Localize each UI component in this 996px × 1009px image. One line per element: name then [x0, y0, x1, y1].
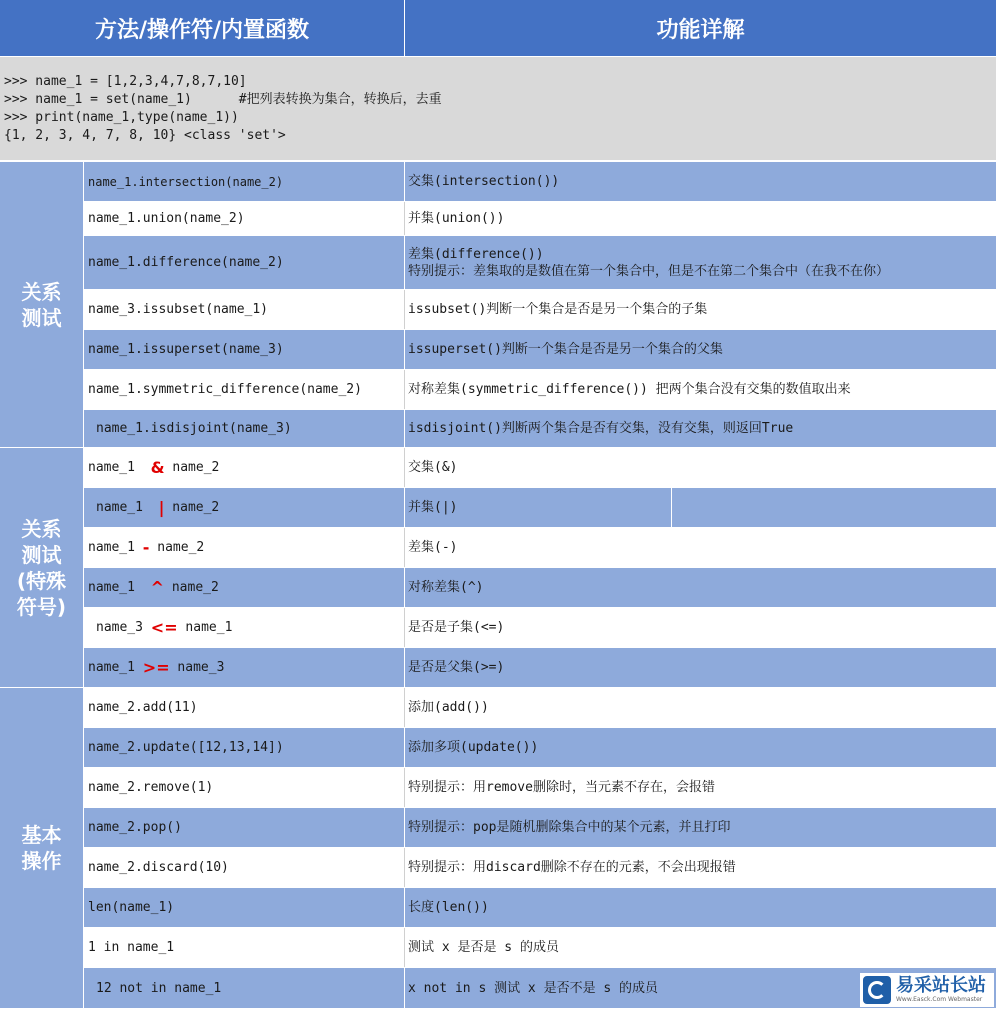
method-cell: name_1 & name_2 — [84, 448, 405, 487]
description-cell: isdisjoint()判断两个集合是否有交集，没有交集，则返回True — [408, 421, 794, 436]
table-row — [84, 290, 996, 330]
header-description-column: 功能详解 — [656, 17, 745, 43]
description-cell: 差集(difference()) 特别提示：差集取的是数值在第一个集合中，但是不在第二个集合中（在我不在你） — [408, 246, 890, 279]
method-cell: name_1.intersection(name_2) — [84, 162, 405, 201]
method-cell: 12 not in name_1 — [84, 968, 405, 1008]
description-cell: 是否是父集(>=) — [408, 660, 505, 675]
description-cell: 差集(-) — [408, 540, 458, 555]
method-cell: name_1.difference(name_2) — [84, 236, 405, 289]
group-basic-operations: 基本 操作 — [0, 688, 84, 1009]
description-cell: 测试 x 是否是 s 的成员 — [408, 940, 559, 955]
table-row — [84, 162, 996, 202]
table-row — [84, 728, 996, 768]
description-cell: 并集(|) — [405, 488, 996, 527]
code-example — [0, 57, 996, 161]
description-cell: 对称差集(symmetric_difference()) 把两个集合没有交集的数值取出来 — [408, 382, 851, 397]
method-cell: name_1.isdisjoint(name_3) — [84, 410, 405, 447]
watermark-title: 易采站长站 — [896, 975, 986, 996]
watermark-subtitle: Www.Easck.Com Webmaster — [896, 996, 983, 1003]
description-cell: 添加多项(update()) — [408, 740, 539, 755]
table-row — [84, 768, 996, 808]
operator-symbol: <= — [150, 618, 178, 637]
site-watermark — [860, 973, 994, 1007]
table-row — [84, 488, 996, 528]
operator-symbol: & — [150, 458, 165, 477]
operator-symbol: | — [158, 498, 165, 517]
group-relation-test: 关系 测试 — [0, 162, 84, 448]
method-cell: name_1 ^ name_2 — [84, 568, 405, 607]
table-header — [0, 0, 996, 56]
table-row — [84, 928, 996, 968]
site-logo-icon — [863, 976, 891, 1004]
description-cell: 长度(len()) — [408, 900, 489, 915]
cell-divider — [671, 488, 672, 527]
method-cell: name_1.union(name_2) — [84, 202, 405, 235]
description-cell: 并集(union()) — [408, 211, 505, 226]
method-cell: len(name_1) — [84, 888, 405, 927]
description-cell: 特别提示：用remove删除时，当元素不存在，会报错 — [408, 780, 715, 795]
description-cell: issubset()判断一个集合是否是另一个集合的子集 — [408, 302, 708, 317]
method-cell: 1 in name_1 — [84, 928, 405, 967]
method-cell: name_3.issubset(name_1) — [84, 290, 405, 329]
group-relation-symbols: 关系 测试 (特殊 符号) — [0, 448, 84, 688]
method-cell: name_3 <= name_1 — [84, 608, 405, 647]
code-line: >>> print(name_1,type(name_1)) — [4, 110, 239, 125]
description-cell: 对称差集(^) — [408, 580, 484, 595]
description-cell: 是否是子集(<=) — [408, 620, 505, 635]
table-row — [84, 608, 996, 648]
method-cell: name_1.symmetric_difference(name_2) — [84, 370, 405, 409]
table-row — [84, 688, 996, 728]
operator-symbol: ^ — [150, 578, 165, 597]
operator-symbol: >= — [142, 658, 170, 677]
method-cell: name_1 | name_2 — [84, 488, 405, 527]
method-cell: name_2.add(11) — [84, 688, 405, 727]
description-cell: 交集(intersection()) — [408, 174, 560, 189]
method-cell: name_2.pop() — [84, 808, 405, 847]
header-method-column: 方法/操作符/内置函数 — [0, 0, 405, 56]
table-row — [84, 410, 996, 448]
table-row — [84, 808, 996, 848]
operator-symbol: - — [142, 538, 150, 557]
table-row — [84, 448, 996, 488]
method-cell: name_2.remove(1) — [84, 768, 405, 807]
method-cell: name_2.discard(10) — [84, 848, 405, 887]
description-cell: 特别提示：用discard删除不存在的元素，不会出现报错 — [408, 860, 736, 875]
table-row — [84, 370, 996, 410]
table-row — [84, 202, 996, 236]
table-row — [84, 236, 996, 290]
table-row — [84, 848, 996, 888]
description-cell: 交集(&) — [408, 460, 458, 475]
description-cell: 特别提示：pop是随机删除集合中的某个元素，并且打印 — [408, 820, 731, 835]
description-cell: x not in s 测试 x 是否不是 s 的成员 — [408, 980, 659, 996]
description-cell: 添加(add()) — [408, 700, 489, 715]
table-row — [84, 888, 996, 928]
code-line: >>> name_1 = set(name_1) #把列表转换为集合，转换后，去重 — [4, 92, 442, 107]
code-line: {1, 2, 3, 4, 7, 8, 10} <class 'set'> — [4, 128, 286, 143]
code-line: >>> name_1 = [1,2,3,4,7,8,7,10] — [4, 74, 247, 89]
table-row — [84, 528, 996, 568]
table-row — [84, 330, 996, 370]
method-cell: name_1 - name_2 — [84, 528, 405, 567]
method-cell: name_1 >= name_3 — [84, 648, 405, 687]
method-cell: name_1.issuperset(name_3) — [84, 330, 405, 369]
table-row — [84, 568, 996, 608]
description-cell: issuperset()判断一个集合是否是另一个集合的父集 — [408, 342, 723, 357]
table-row — [84, 648, 996, 688]
method-cell: name_2.update([12,13,14]) — [84, 728, 405, 767]
